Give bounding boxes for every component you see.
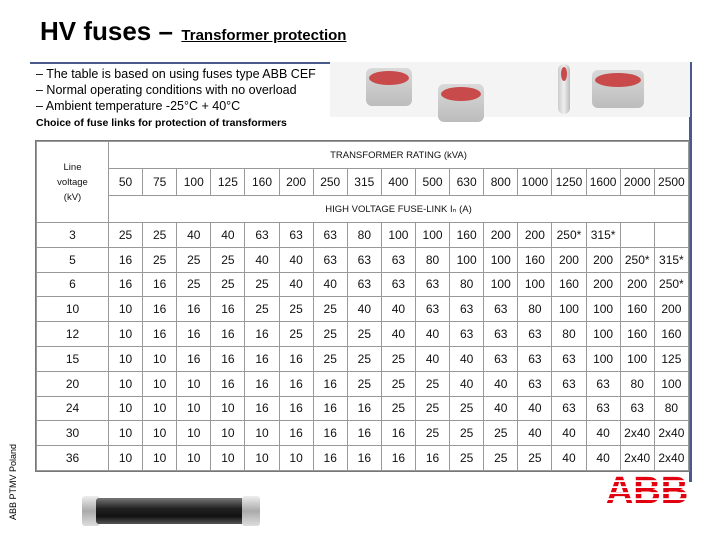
fuse-value-cell: 25 — [347, 371, 381, 396]
fuse-value-cell: 10 — [109, 421, 143, 446]
table-row — [37, 272, 689, 297]
fuse-value-cell: 16 — [347, 446, 381, 471]
fuse-value-cell: 16 — [313, 446, 347, 471]
table-row — [37, 346, 689, 371]
fuse-value-cell: 10 — [109, 371, 143, 396]
fuse-value-cell: 40 — [552, 421, 586, 446]
fuse-table — [36, 141, 689, 471]
fuse-value-cell: 2x40 — [620, 446, 654, 471]
kva-header-cell: 1250 — [552, 169, 586, 196]
slide-title — [40, 16, 346, 47]
fuse-value-cell: 10 — [143, 346, 177, 371]
line-voltage-header: Line voltage (kV) — [37, 142, 109, 223]
fuse-value-cell: 63 — [552, 371, 586, 396]
voltage-cell: 3 — [37, 223, 109, 248]
fuse-value-cell: 25 — [211, 272, 245, 297]
fuse-value-cell: 250* — [654, 272, 688, 297]
fuse-value-cell: 16 — [279, 421, 313, 446]
fuse-value-cell: 63 — [450, 297, 484, 322]
kva-header-cell: 800 — [484, 169, 518, 196]
fuse-cap-image — [438, 84, 484, 122]
kva-header-cell: 630 — [450, 169, 484, 196]
fuse-value-cell: 40 — [518, 421, 552, 446]
fuse-value-cell: 25 — [484, 446, 518, 471]
fuse-value-cell: 25 — [245, 297, 279, 322]
fuse-value-cell: 10 — [143, 371, 177, 396]
fuse-value-cell: 40 — [381, 297, 415, 322]
fuse-value-cell: 25 — [518, 446, 552, 471]
fuse-value-cell: 40 — [518, 396, 552, 421]
fuse-value-cell: 40 — [313, 272, 347, 297]
fuse-value-cell: 40 — [279, 272, 313, 297]
fuse-value-cell: 63 — [586, 371, 620, 396]
fuse-value-cell: 125 — [654, 346, 688, 371]
slide-title-main: HV fuses – — [40, 16, 173, 46]
table-row — [37, 396, 689, 421]
bullet-list — [36, 66, 331, 114]
fuse-value-cell: 16 — [245, 322, 279, 347]
fuse-value-cell: 16 — [109, 272, 143, 297]
fuse-value-cell: 25 — [415, 421, 449, 446]
fuse-value-cell: 25 — [450, 396, 484, 421]
fuse-value-cell: 200 — [586, 272, 620, 297]
fuse-value-cell: 63 — [518, 322, 552, 347]
fuse-value-cell: 10 — [211, 421, 245, 446]
fuse-value-cell: 40 — [381, 322, 415, 347]
fuse-end-cap — [242, 496, 260, 526]
hv-fuse-link-header: HIGH VOLTAGE FUSE-LINK Iₙ (A) — [109, 196, 689, 223]
fuse-value-cell: 25 — [109, 223, 143, 248]
fuse-value-cell: 16 — [381, 446, 415, 471]
fuse-value-cell: 63 — [347, 247, 381, 272]
voltage-cell: 10 — [37, 297, 109, 322]
fuse-value-cell: 10 — [143, 421, 177, 446]
fuse-value-cell: 100 — [450, 247, 484, 272]
fuse-value-cell: 16 — [245, 346, 279, 371]
fuse-value-cell: 10 — [245, 446, 279, 471]
fuse-value-cell: 2x40 — [654, 421, 688, 446]
fuse-value-cell: 25 — [177, 247, 211, 272]
fuse-value-cell: 25 — [450, 446, 484, 471]
fuse-value-cell: 16 — [347, 396, 381, 421]
fuse-value-cell: 80 — [450, 272, 484, 297]
fuse-value-cell: 40 — [484, 371, 518, 396]
fuse-value-cell: 2x40 — [620, 421, 654, 446]
abb-logo-text: ABB — [605, 470, 689, 506]
kva-header-cell: 2500 — [654, 169, 688, 196]
fuse-value-cell: 63 — [415, 297, 449, 322]
kva-header-cell: 160 — [245, 169, 279, 196]
bullet-item: – Normal operating conditions with no overload — [36, 83, 297, 97]
kva-header-cell: 315 — [347, 169, 381, 196]
fuse-value-cell: 315* — [654, 247, 688, 272]
fuse-value-cell: 63 — [347, 272, 381, 297]
fuse-value-cell: 40 — [484, 396, 518, 421]
fuse-value-cell: 63 — [552, 396, 586, 421]
fuse-value-cell: 100 — [484, 247, 518, 272]
fuse-value-cell: 16 — [211, 297, 245, 322]
fuse-value-cell: 160 — [518, 247, 552, 272]
fuse-value-cell: 100 — [552, 297, 586, 322]
kva-header-cell: 125 — [211, 169, 245, 196]
fuse-value-cell: 25 — [347, 322, 381, 347]
fuse-value-cell: 10 — [109, 322, 143, 347]
table-row — [37, 297, 689, 322]
fuse-value-cell: 100 — [381, 223, 415, 248]
fuse-photo-top — [330, 62, 690, 117]
fuse-value-cell: 16 — [279, 371, 313, 396]
fuse-value-cell: 25 — [484, 421, 518, 446]
fuse-value-cell: 16 — [177, 322, 211, 347]
fuse-value-cell: 25 — [177, 272, 211, 297]
fuse-value-cell: 63 — [484, 346, 518, 371]
kva-header-cell: 200 — [279, 169, 313, 196]
fuse-value-cell: 80 — [620, 371, 654, 396]
fuse-value-cell: 10 — [109, 346, 143, 371]
fuse-value-cell: 16 — [347, 421, 381, 446]
fuse-value-cell: 250* — [620, 247, 654, 272]
fuse-photo-bottom — [82, 488, 260, 534]
table-row — [37, 223, 689, 248]
voltage-cell: 12 — [37, 322, 109, 347]
kva-header-cell: 400 — [381, 169, 415, 196]
kva-header-row — [37, 169, 689, 196]
table-row — [37, 322, 689, 347]
fuse-value-cell: 40 — [552, 446, 586, 471]
fuse-value-cell: 40 — [245, 247, 279, 272]
fuse-value-cell: 63 — [484, 322, 518, 347]
fuse-value-cell: 40 — [347, 297, 381, 322]
fuse-value-cell: 16 — [313, 421, 347, 446]
fuse-value-cell: 25 — [381, 346, 415, 371]
fuse-value-cell: 10 — [177, 421, 211, 446]
fuse-value-cell: 16 — [279, 396, 313, 421]
fuse-value-cell: 2x40 — [654, 446, 688, 471]
fuse-value-cell: 40 — [586, 446, 620, 471]
fuse-value-cell: 40 — [415, 322, 449, 347]
fuse-value-cell: 10 — [211, 446, 245, 471]
fuse-value-cell: 100 — [586, 322, 620, 347]
fuse-value-cell: 25 — [279, 322, 313, 347]
fuse-value-cell: 16 — [245, 396, 279, 421]
fuse-value-cell: 16 — [211, 322, 245, 347]
fuse-value-cell: 200 — [620, 272, 654, 297]
fuse-value-cell: 25 — [211, 247, 245, 272]
fuse-value-cell: 25 — [415, 371, 449, 396]
fuse-value-cell: 16 — [211, 346, 245, 371]
fuse-value-cell: 10 — [109, 446, 143, 471]
fuse-value-cell: 80 — [654, 396, 688, 421]
fuse-value-cell: 63 — [415, 272, 449, 297]
abb-logo — [600, 470, 694, 506]
slide-title-sub: Transformer protection — [181, 27, 347, 44]
kva-header-cell: 500 — [415, 169, 449, 196]
fuse-value-cell: 250* — [552, 223, 586, 248]
kva-header-cell: 1000 — [518, 169, 552, 196]
fuse-value-cell: 100 — [654, 371, 688, 396]
fuse-value-cell: 25 — [381, 396, 415, 421]
fuse-value-cell: 100 — [586, 297, 620, 322]
voltage-cell: 20 — [37, 371, 109, 396]
fuse-value-cell: 80 — [415, 247, 449, 272]
fuse-value-cell: 10 — [245, 421, 279, 446]
fuse-pin-image — [558, 64, 570, 114]
table-row — [37, 446, 689, 471]
kva-header-cell: 100 — [177, 169, 211, 196]
voltage-cell: 6 — [37, 272, 109, 297]
fuse-value-cell: 63 — [586, 396, 620, 421]
fuse-value-cell: 10 — [177, 446, 211, 471]
kva-header-cell: 1600 — [586, 169, 620, 196]
fuse-value-cell: 16 — [415, 446, 449, 471]
fuse-value-cell: 10 — [211, 396, 245, 421]
fuse-value-cell: 16 — [143, 297, 177, 322]
fuse-value-cell — [620, 223, 654, 248]
voltage-cell: 15 — [37, 346, 109, 371]
fuse-value-cell: 63 — [313, 223, 347, 248]
fuse-value-cell: 100 — [415, 223, 449, 248]
fuse-value-cell: 16 — [177, 346, 211, 371]
fuse-value-cell: 63 — [381, 247, 415, 272]
fuse-value-cell: 40 — [450, 371, 484, 396]
fuse-value-cell: 16 — [313, 371, 347, 396]
kva-header-cell: 2000 — [620, 169, 654, 196]
fuse-value-cell: 25 — [245, 272, 279, 297]
table-row — [37, 421, 689, 446]
fuse-value-cell: 16 — [279, 346, 313, 371]
fuse-value-cell: 63 — [313, 247, 347, 272]
fuse-value-cell: 25 — [279, 297, 313, 322]
fuse-value-cell: 40 — [279, 247, 313, 272]
fuse-value-cell: 25 — [415, 396, 449, 421]
fuse-value-cell: 10 — [177, 371, 211, 396]
fuse-value-cell: 40 — [450, 346, 484, 371]
fuse-body-image — [96, 498, 246, 524]
fuse-value-cell: 10 — [109, 396, 143, 421]
fuse-value-cell: 25 — [313, 297, 347, 322]
fuse-cap-image — [366, 68, 412, 106]
fuse-value-cell: 16 — [381, 421, 415, 446]
fuse-value-cell: 200 — [484, 223, 518, 248]
kva-header-cell: 250 — [313, 169, 347, 196]
side-label: ABB PTMV Poland — [8, 443, 18, 520]
voltage-cell: 36 — [37, 446, 109, 471]
fuse-value-cell: 40 — [415, 346, 449, 371]
fuse-value-cell: 25 — [347, 346, 381, 371]
fuse-value-cell: 10 — [279, 446, 313, 471]
fuse-value-cell: 10 — [143, 396, 177, 421]
fuse-value-cell: 80 — [347, 223, 381, 248]
fuse-value-cell: 63 — [518, 346, 552, 371]
table-row — [37, 371, 689, 396]
fuse-value-cell: 63 — [484, 297, 518, 322]
kva-header-cell: 50 — [109, 169, 143, 196]
voltage-cell: 24 — [37, 396, 109, 421]
fuse-value-cell: 100 — [484, 272, 518, 297]
fuse-value-cell: 40 — [177, 223, 211, 248]
fuse-value-cell: 16 — [313, 396, 347, 421]
fuse-value-cell: 16 — [143, 272, 177, 297]
fuse-cap-image — [592, 70, 644, 108]
voltage-cell: 5 — [37, 247, 109, 272]
fuse-value-cell: 16 — [109, 247, 143, 272]
fuse-value-cell: 315* — [586, 223, 620, 248]
fuse-value-cell: 10 — [109, 297, 143, 322]
fuse-value-cell: 40 — [586, 421, 620, 446]
fuse-value-cell: 25 — [143, 223, 177, 248]
fuse-value-cell: 63 — [620, 396, 654, 421]
fuse-value-cell: 63 — [552, 346, 586, 371]
bullet-item: – The table is based on using fuses type ABB CEF — [36, 67, 316, 81]
fuse-value-cell: 200 — [518, 223, 552, 248]
bullet-item: – Ambient temperature -25°C + 40°C — [36, 99, 241, 113]
fuse-value-cell: 80 — [552, 322, 586, 347]
table-body — [37, 223, 689, 471]
fuse-selection-table — [35, 140, 690, 472]
fuse-value-cell: 100 — [586, 346, 620, 371]
fuse-value-cell: 63 — [450, 322, 484, 347]
fuse-value-cell: 160 — [620, 297, 654, 322]
fuse-value-cell: 16 — [245, 371, 279, 396]
fuse-value-cell: 63 — [518, 371, 552, 396]
fuse-value-cell: 25 — [381, 371, 415, 396]
fuse-value-cell: 16 — [211, 371, 245, 396]
transformer-rating-header: TRANSFORMER RATING (kVA) — [109, 142, 689, 169]
fuse-value-cell: 40 — [211, 223, 245, 248]
fuse-value-cell: 63 — [381, 272, 415, 297]
fuse-value-cell: 80 — [518, 297, 552, 322]
fuse-value-cell: 25 — [450, 421, 484, 446]
fuse-value-cell: 160 — [552, 272, 586, 297]
table-row — [37, 247, 689, 272]
fuse-value-cell: 63 — [245, 223, 279, 248]
fuse-value-cell: 200 — [654, 297, 688, 322]
fuse-value-cell: 100 — [518, 272, 552, 297]
kva-header-cell: 75 — [143, 169, 177, 196]
fuse-value-cell: 25 — [143, 247, 177, 272]
fuse-value-cell — [654, 223, 688, 248]
fuse-value-cell: 160 — [620, 322, 654, 347]
fuse-value-cell: 160 — [654, 322, 688, 347]
fuse-value-cell: 200 — [552, 247, 586, 272]
voltage-cell: 30 — [37, 421, 109, 446]
fuse-value-cell: 16 — [143, 322, 177, 347]
fuse-value-cell: 10 — [143, 446, 177, 471]
fuse-value-cell: 160 — [450, 223, 484, 248]
fuse-value-cell: 200 — [586, 247, 620, 272]
fuse-value-cell: 25 — [313, 346, 347, 371]
fuse-value-cell: 100 — [620, 346, 654, 371]
fuse-value-cell: 10 — [177, 396, 211, 421]
table-caption: Choice of fuse links for protection of transformers — [36, 117, 287, 129]
fuse-value-cell: 63 — [279, 223, 313, 248]
fuse-value-cell: 16 — [177, 297, 211, 322]
fuse-value-cell: 25 — [313, 322, 347, 347]
